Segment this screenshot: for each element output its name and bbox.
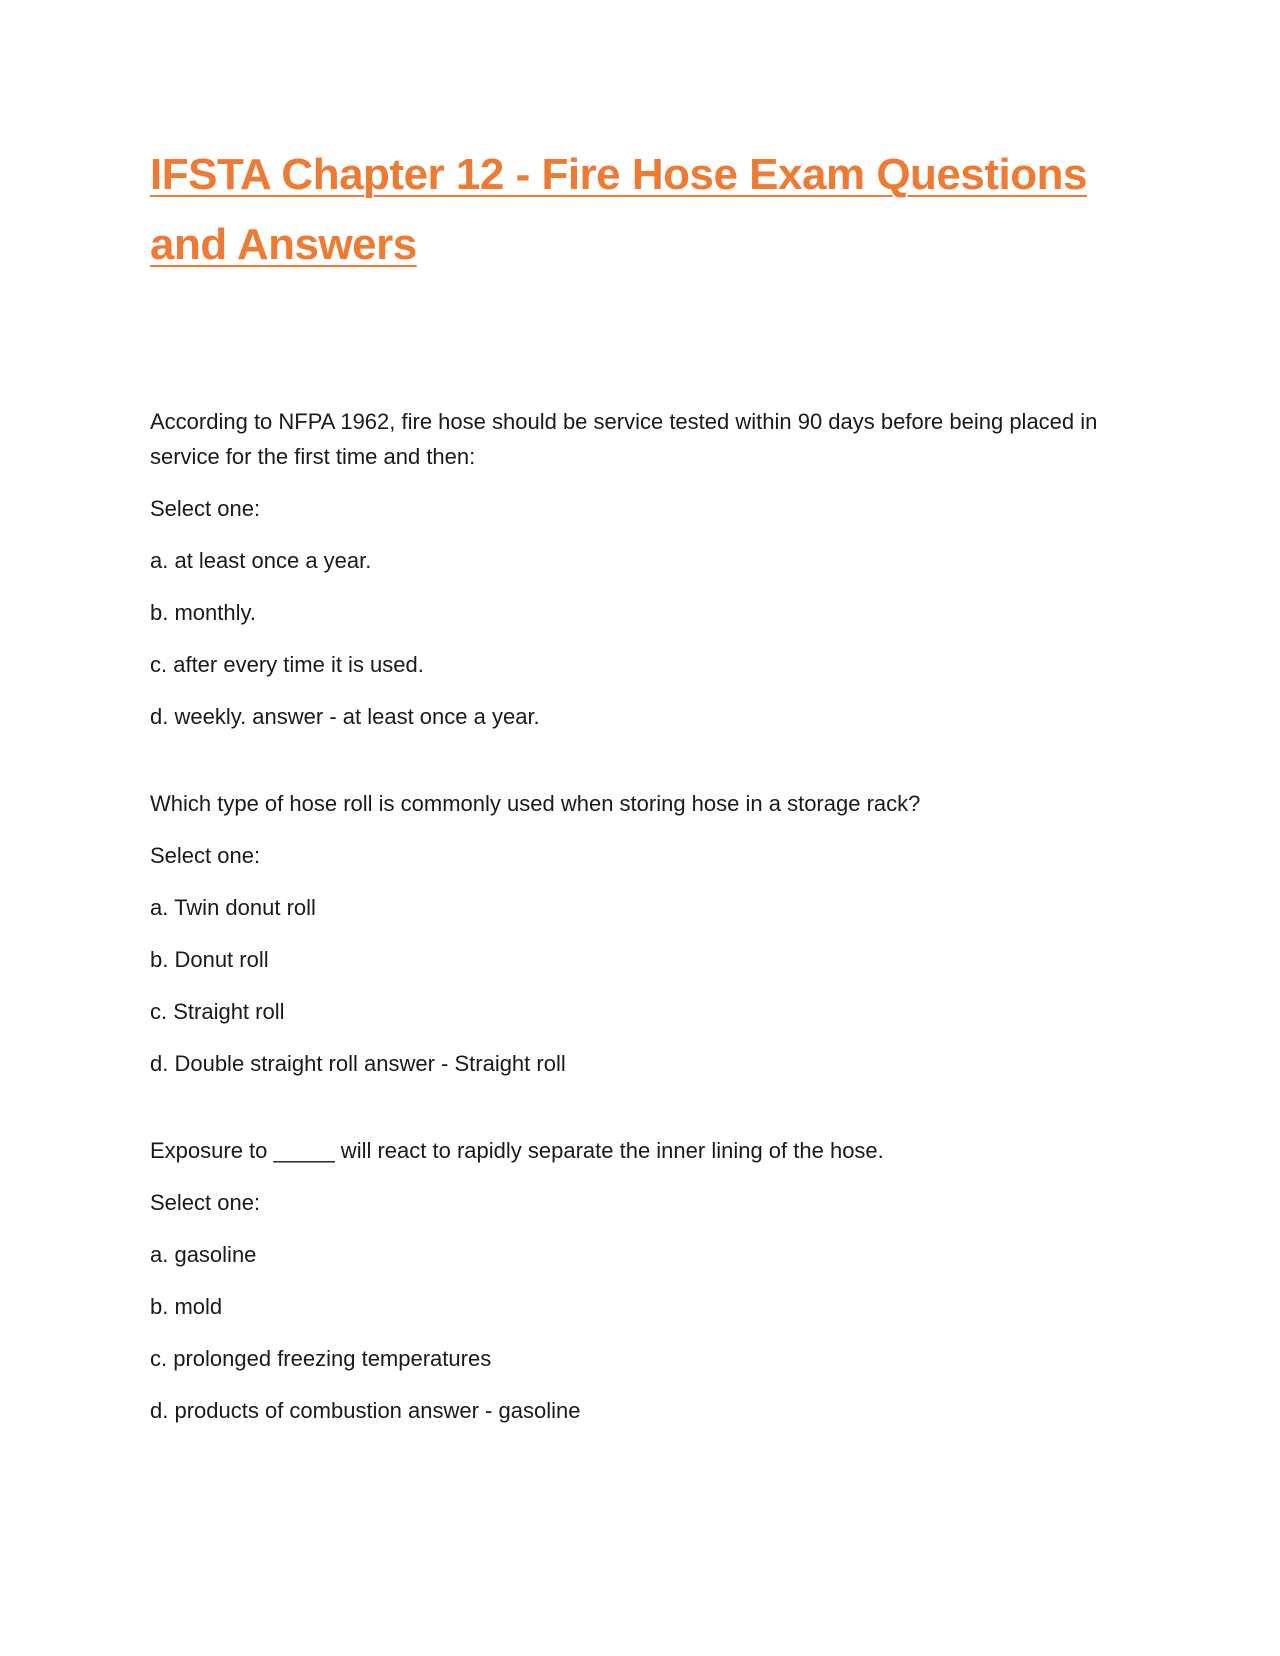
option-b: b. Donut roll	[150, 947, 269, 972]
option-a: a. at least once a year.	[150, 548, 372, 573]
option-c: c. after every time it is used.	[150, 652, 424, 677]
option-c: c. Straight roll	[150, 999, 285, 1024]
question-list	[150, 404, 1130, 1428]
document-page	[150, 140, 1130, 1480]
select-one-label: Select one:	[150, 496, 261, 521]
select-one-label: Select one:	[150, 843, 261, 868]
question-text: Which type of hose roll is commonly used when storing hose in a storage rack?	[150, 791, 921, 816]
document-title: IFSTA Chapter 12 - Fire Hose Exam Questions and Answers	[150, 150, 1087, 269]
option-b: b. monthly.	[150, 600, 256, 625]
option-c: c. prolonged freezing temperatures	[150, 1346, 492, 1371]
question-1	[150, 404, 1130, 734]
option-b: b. mold	[150, 1294, 223, 1319]
option-a: a. gasoline	[150, 1242, 257, 1267]
select-one-label: Select one:	[150, 1190, 261, 1215]
question-2	[150, 786, 1130, 1081]
question-text: Exposure to _____ will react to rapidly separate the inner lining of the hose.	[150, 1138, 884, 1163]
option-a: a. Twin donut roll	[150, 895, 316, 920]
question-text: According to NFPA 1962, fire hose should be service tested within 90 days before being placed in service for the first time and then:	[150, 409, 1098, 469]
question-3	[150, 1133, 1130, 1428]
option-d-with-answer: d. products of combustion answer - gasoline	[150, 1398, 581, 1423]
option-d-with-answer: d. Double straight roll answer - Straight roll	[150, 1051, 566, 1076]
option-d-with-answer: d. weekly. answer - at least once a year.	[150, 704, 540, 729]
